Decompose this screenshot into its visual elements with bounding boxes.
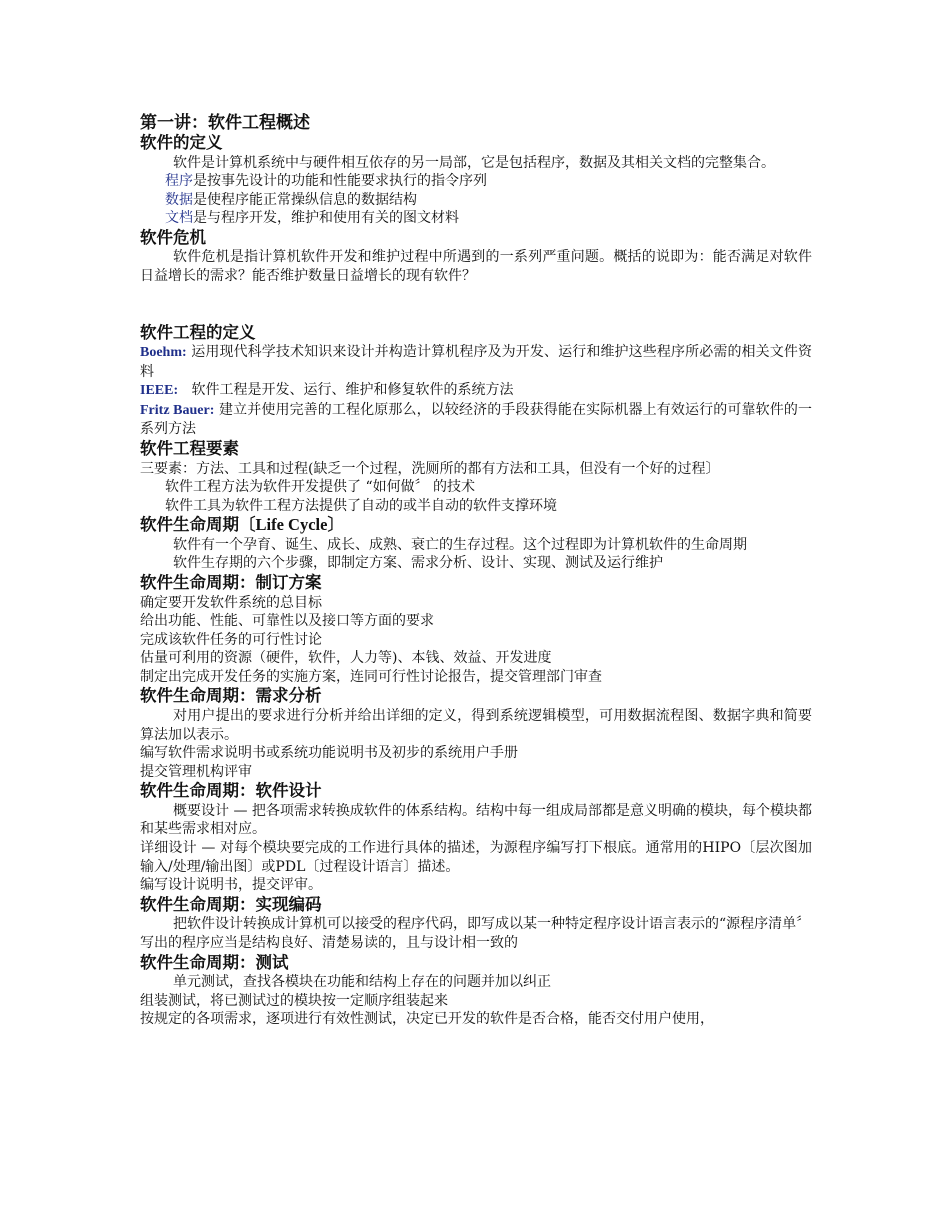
item-se-tools: 软件工具为软件工程方法提供了自动的或半自动的软件支撑环境 (165, 497, 557, 514)
term-data: 数据 (165, 191, 193, 208)
item-data (140, 191, 812, 210)
para-software-crisis: 软件危机是指计算机软件开发和维护过程中所遇到的一系列严重问题。概括的说即为：能否满足对软件日益增长的需求？能否维护数量日益增长的现有软件？ (140, 249, 812, 284)
heading-software-crisis: 软件危机 (140, 227, 206, 247)
para-testing: 单元测试，查找各模块在功能和结构上存在的问题并加以纠正 (173, 974, 551, 990)
def-name-boehm: Boehm: (140, 345, 187, 361)
term-program: 程序 (165, 173, 193, 190)
def-boehm (140, 343, 812, 381)
def-bauer (140, 401, 812, 439)
line-testing-2: 按规定的各项需求，逐项进行有效性测试，决定已开发的软件是否合格，能否交付用户使用， (140, 1011, 714, 1028)
heading-life-cycle (140, 515, 812, 536)
def-text-ieee: 软件工程是开发、运行、维护和修复软件的系统方法 (178, 382, 514, 399)
heading-design: 软件生命周期：软件设计 (140, 781, 322, 801)
term-document: 文档 (165, 210, 193, 227)
para-life-cycle-1: 软件有一个孕育、诞生、成长、成熟、衰亡的生存过程。这个过程即为计算机软件的生命周期 (173, 536, 747, 553)
def-text-bauer: 建立并使用完善的工程化原那么，以较经济的手段获得能在实际机器上有效运行的可靠软件的一系列方法 (140, 401, 812, 438)
heading-life-cycle-en: Life Cycle (255, 515, 328, 535)
document-title: 第一讲：软件工程概述 (140, 113, 310, 132)
item-program-text: 是按事先设计的功能和性能要求执行的指令序列 (193, 173, 487, 190)
heading-se-definition: 软件工程的定义 (140, 322, 256, 342)
line-requirements-1: 编写软件需求说明书或系统功能说明书及初步的系统用户手册 (140, 745, 518, 762)
line-planning-1: 确定要开发软件系统的总目标 (140, 594, 322, 611)
line-planning-5: 制定出完成开发任务的实施方案，连同可行性讨论报告，提交管理部门审查 (140, 668, 602, 685)
def-name-bauer: Fritz Bauer: (140, 402, 215, 418)
para-se-elements: 三要素：方法、工具和过程(缺乏一个过程，洗厕所的都有方法和工具，但没有一个好的过程〕 (140, 460, 720, 477)
line-coding: 写出的程序应当是结构良好、清楚易读的，且与设计相一致的 (140, 934, 518, 951)
para-requirements: 对用户提出的要求进行分析并给出详细的定义，得到系统逻辑模型，可用数据流程图、数据字典和简要算法加以表示。 (140, 707, 812, 743)
heading-testing: 软件生命周期：测试 (140, 952, 289, 972)
def-text-boehm: 运用现代科学技术知识来设计并构造计算机程序及为开发、运行和维护这些程序所必需的相关文件资料 (140, 344, 812, 380)
line-planning-2: 给出功能、性能、可靠性以及接口等方面的要求 (140, 613, 434, 630)
line-design: 编写设计说明书，提交评审。 (140, 877, 322, 894)
para-coding: 把软件设计转换成计算机可以接受的程序代码，即写成以某一种特定程序设计语言表示的“源程序清单〞 (173, 916, 811, 933)
para-design-2: 详细设计 — 对每个模块要完成的工作进行具体的描述，为源程序编写打下根底。通常用的HIPO〔层次图加输入/处理/输出图〕或PDL〔过程设计语言〕描述。 (140, 840, 812, 875)
def-name-ieee: IEEE: (140, 383, 179, 399)
heading-se-elements: 软件工程要素 (140, 439, 239, 459)
item-se-methods: 软件工程方法为软件开发提供了 “如何做〞 的技术 (165, 479, 476, 496)
para-design-1: 概要设计 — 把各项需求转换成软件的体系结构。结构中每一组成局部都是意义明确的模块，每个模块都和某些需求相对应。 (140, 802, 812, 838)
heading-planning: 软件生命周期：制订方案 (140, 573, 322, 592)
document-page (140, 112, 812, 1029)
line-requirements-2: 提交管理机构评审 (140, 763, 252, 780)
line-planning-4: 估量可利用的资源（硬件，软件，人力等)、本钱、效益、开发进度 (140, 650, 552, 667)
line-planning-3: 完成该软件任务的可行性讨论 (140, 631, 322, 648)
spacer (140, 286, 812, 323)
item-data-text: 是使程序能正常操纵信息的数据结构 (193, 191, 417, 208)
heading-life-cycle-prefix: 软件生命周期〔 (140, 515, 256, 535)
item-document (140, 209, 812, 228)
def-ieee (140, 381, 812, 401)
heading-requirements: 软件生命周期：需求分析 (140, 686, 322, 706)
line-testing-1: 组装测试，将已测试过的模块按一定顺序组装起来 (140, 992, 448, 1009)
para-life-cycle-2: 软件生存期的六个步骤，即制定方案、需求分析、设计、实现、测试及运行维护 (173, 555, 663, 572)
heading-software-definition: 软件的定义 (140, 133, 223, 152)
heading-life-cycle-suffix: 〕 (327, 515, 344, 535)
item-document-text: 是与程序开发，维护和使用有关的图文材料 (193, 210, 459, 227)
para-software-definition: 软件是计算机系统中与硬件相互依存的另一局部，它是包括程序，数据及其相关文档的完整集合。 (173, 154, 775, 171)
heading-coding: 软件生命周期：实现编码 (140, 894, 322, 914)
item-program (140, 172, 812, 191)
